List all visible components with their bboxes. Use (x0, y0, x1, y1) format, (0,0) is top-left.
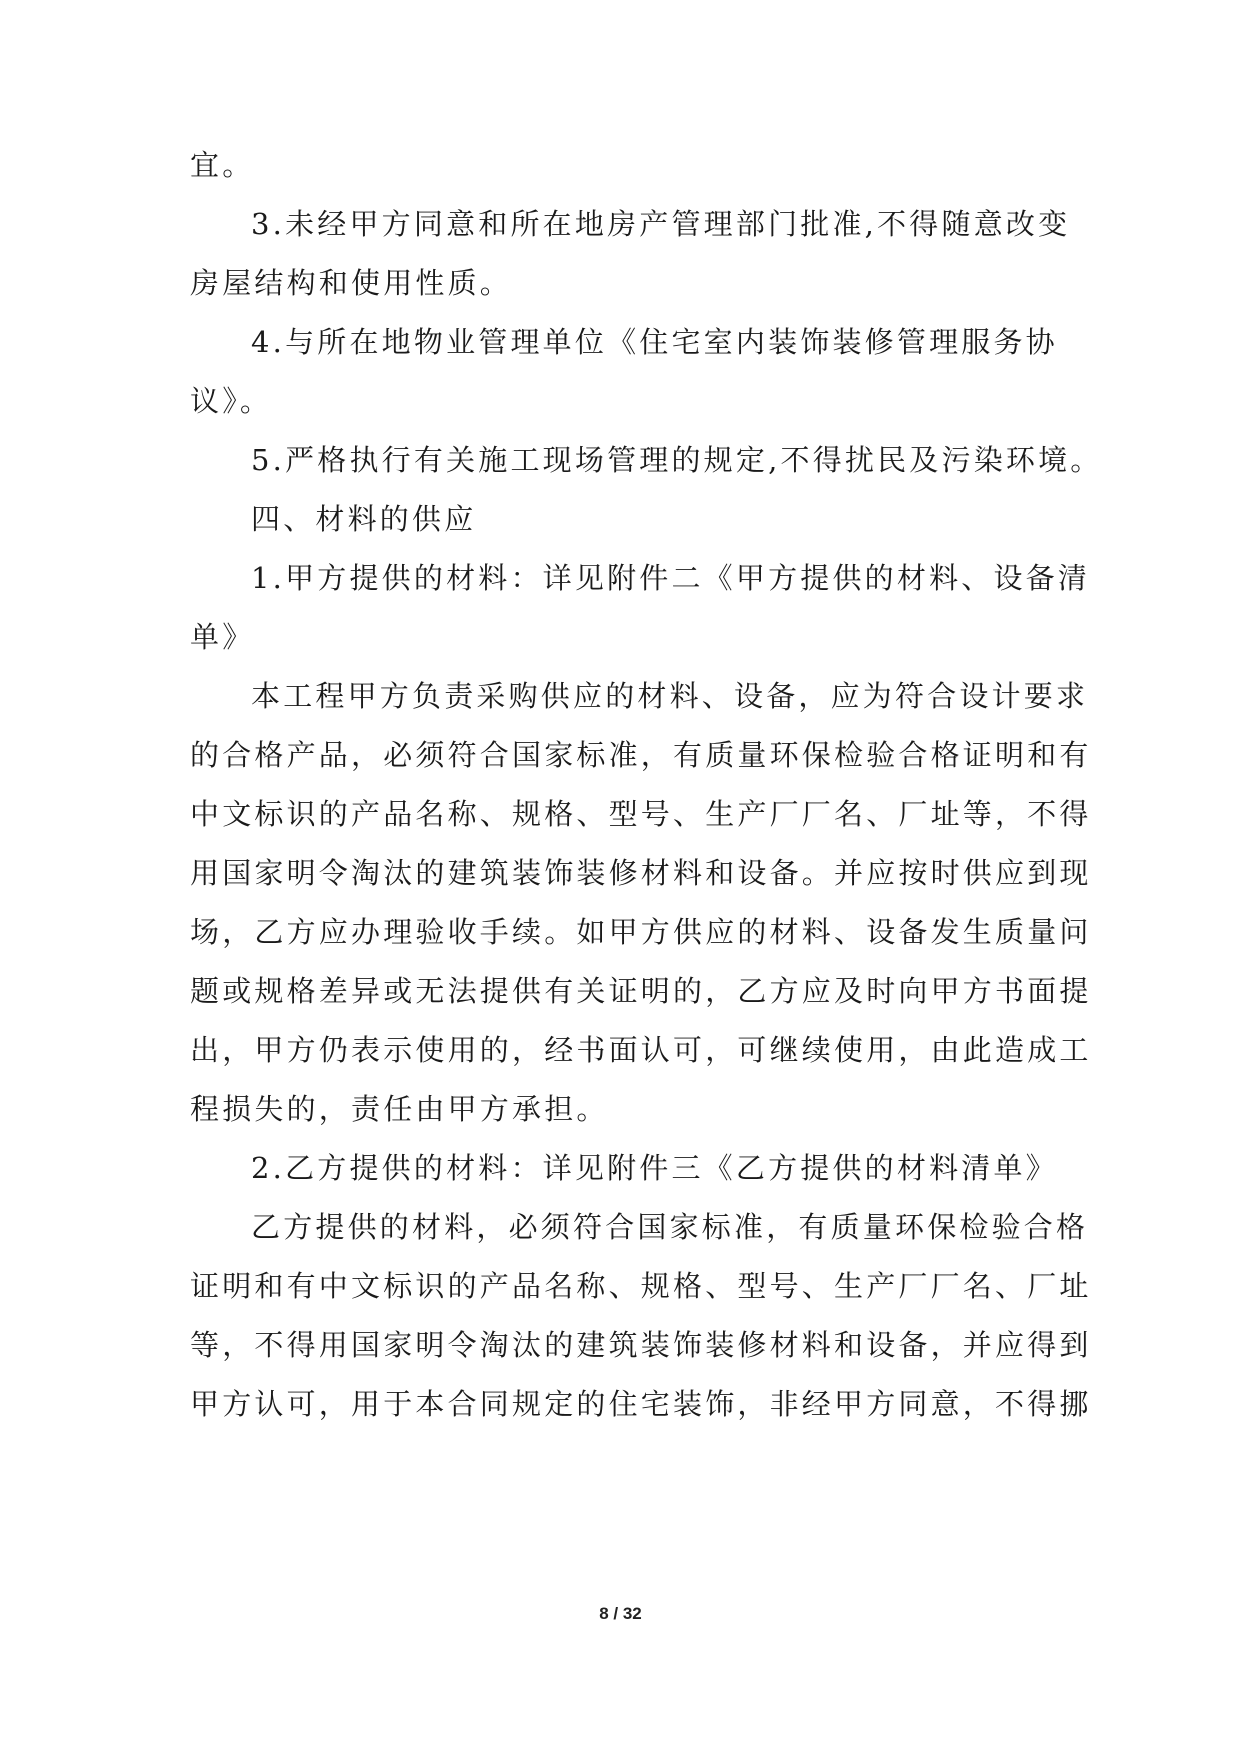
text-line: 议》。 (190, 384, 273, 418)
text-line: 3.未经甲方同意和所在地房产管理部门批准,不得随意改变 (251, 207, 1071, 241)
text-line: 宜。 (190, 148, 255, 182)
text-line: 1.甲方提供的材料：详见附件二《甲方提供的材料、设备清 (251, 561, 1091, 595)
text-line: 的合格产品，必须符合国家标准，有质量环保检验合格证明和有 (190, 738, 1092, 772)
text-line: 5.严格执行有关施工现场管理的规定,不得扰民及污染环境。 (251, 443, 1103, 477)
text-line: 甲方认可，用于本合同规定的住宅装饰，非经甲方同意，不得挪 (190, 1387, 1092, 1421)
text-line: 程损失的，责任由甲方承担。 (190, 1092, 609, 1126)
text-line: 4.与所在地物业管理单位《住宅室内装饰装修管理服务协 (251, 325, 1058, 359)
text-line: 乙方提供的材料，必须符合国家标准，有质量环保检验合格 (251, 1210, 1089, 1244)
text-line: 题或规格差异或无法提供有关证明的，乙方应及时向甲方书面提 (190, 974, 1092, 1008)
text-line: 出，甲方仍表示使用的，经书面认可，可继续使用，由此造成工 (190, 1033, 1092, 1067)
text-line: 本工程甲方负责采购供应的材料、设备，应为符合设计要求 (251, 679, 1089, 713)
section-heading: 四、材料的供应 (251, 502, 477, 536)
text-line: 中文标识的产品名称、规格、型号、生产厂厂名、厂址等，不得 (190, 797, 1092, 831)
text-line: 房屋结构和使用性质。 (190, 266, 513, 300)
text-line: 等，不得用国家明令淘汰的建筑装饰装修材料和设备，并应得到 (190, 1328, 1092, 1362)
text-line: 2.乙方提供的材料：详见附件三《乙方提供的材料清单》 (251, 1151, 1058, 1185)
text-line: 证明和有中文标识的产品名称、规格、型号、生产厂厂名、厂址 (190, 1269, 1092, 1303)
text-line: 单》 (190, 620, 255, 654)
page-number: 8 / 32 (599, 1604, 642, 1623)
text-line: 用国家明令淘汰的建筑装饰装修材料和设备。并应按时供应到现 (190, 856, 1092, 890)
text-line: 场，乙方应办理验收手续。如甲方供应的材料、设备发生质量问 (190, 915, 1092, 949)
